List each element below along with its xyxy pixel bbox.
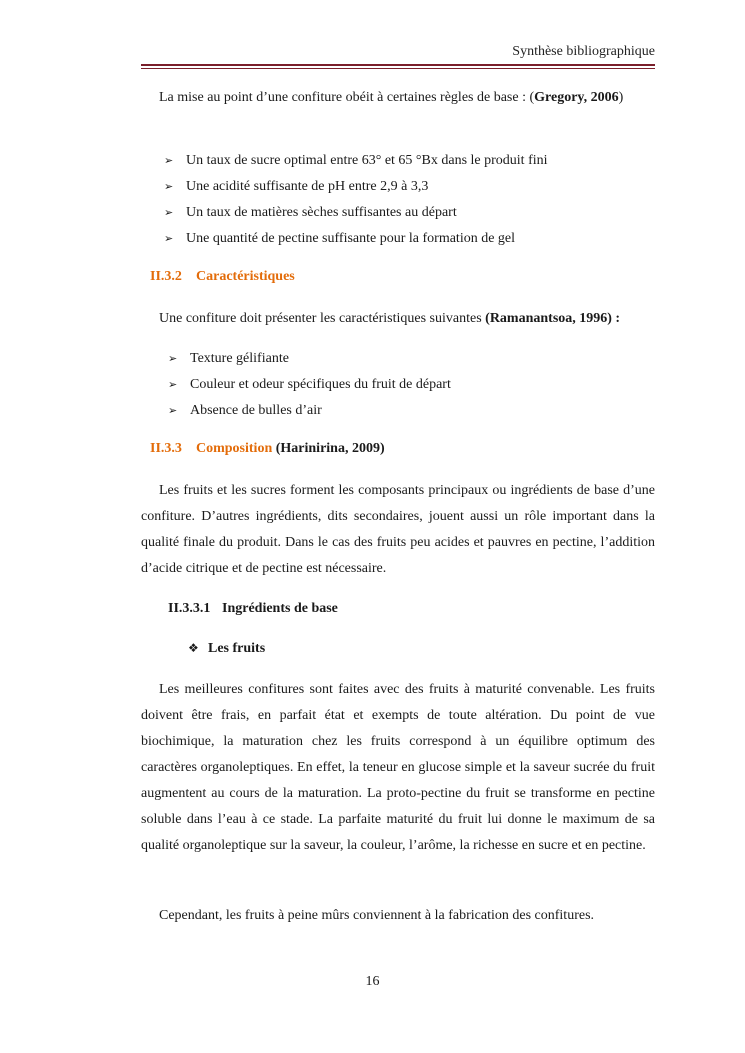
list-item [164,177,428,197]
section-number: II.3.2 [150,269,182,284]
list-item [168,401,322,421]
list-item-text: Une acidité suffisante de pH entre 2,9 à 3,3 [186,179,429,194]
fruits-paragraph: Les meilleures confitures sont faites avec des fruits à maturité convenable. Les fruits doivent être frais, en parfait état et exempts de toute altération. Du point de vue biochimique, la maturation chez les fruits correspond à un équilibre optimum des caractères organoleptiques. En effet, la teneur en glucose simple et la saveur sucrée du fruit augmentent au cours de la maturation. La proto-pectine du fruit se transforme en pectine soluble dans l’eau à ce stade. La parfaite maturité du fruit lui donne le maximum de sa qualité organoleptique sur la saveur, la couleur, l’arôme, la richesse en sucre et en pectine. [141,682,655,853]
list-item-text: Une quantité de pectine suffisante pour la formation de gel [186,231,516,246]
header-rule-thin [141,68,655,69]
arrow-bullet-icon: ➢ [164,232,174,245]
arrow-bullet-icon: ➢ [168,404,178,417]
list-item-text: Un taux de sucre optimal entre 63° et 65 °Bx dans le produit fini [186,153,548,168]
intro-paragraph [141,85,655,111]
arrow-bullet-icon: ➢ [164,154,174,167]
list-item-text: Couleur et odeur spécifiques du fruit de départ [190,377,451,392]
arrow-bullet-icon: ➢ [168,352,178,365]
intro-close: ) [618,90,624,105]
characteristics-intro-paragraph [141,306,655,332]
characteristics-intro-text: Une confiture doit présenter les caractéristiques suivantes [159,311,486,326]
list-item [164,229,515,249]
fruits-heading-text: Les fruits [208,641,266,656]
list-item-text: Texture gélifiante [190,351,289,366]
list-item [164,203,457,223]
subsection-number: II.3.3.1 [168,601,211,616]
list-item-text: Absence de bulles d’air [190,403,322,418]
characteristics-citation: (Ramanantsoa, 1996) : [485,311,621,326]
arrow-bullet-icon: ➢ [168,378,178,391]
page-number: 16 [365,974,380,989]
section-citation: (Harinirina, 2009) [275,441,385,456]
running-header: Synthèse bibliographique [512,44,655,59]
last-paragraph: Cependant, les fruits à peine mûrs conviennent à la fabrication des confitures. [159,908,595,923]
subsection-title: Ingrédients de base [222,601,338,616]
subsection-heading [168,601,338,617]
header-rule-thick [141,64,655,66]
arrow-bullet-icon: ➢ [164,180,174,193]
section-title: Caractéristiques [196,269,295,284]
list-item-text: Un taux de matières sèches suffisantes au départ [186,205,457,220]
list-item [164,151,548,171]
fruits-heading [188,641,265,657]
intro-text: La mise au point d’une confiture obéit à certaines règles de base : ( [159,90,535,105]
list-item [168,375,451,395]
diamond-bullet-icon: ❖ [188,641,199,655]
section-heading-composition [150,441,385,457]
arrow-bullet-icon: ➢ [164,206,174,219]
section-number: II.3.3 [150,441,182,456]
section-title: Composition [196,441,273,456]
composition-paragraph: Les fruits et les sucres forment les composants principaux ou ingrédients de base d’une confiture. D’autres ingrédients, dits secondaires, jouent aussi un rôle important dans la qualité finale du produit. Dans le cas des fruits peu acides et pauvres en pectine, l’addition d’acide citrique et de pectine est nécessaire. [141,483,655,576]
list-item [168,349,289,369]
section-heading-characteristics [150,269,295,285]
intro-citation: Gregory, 2006 [534,90,619,105]
